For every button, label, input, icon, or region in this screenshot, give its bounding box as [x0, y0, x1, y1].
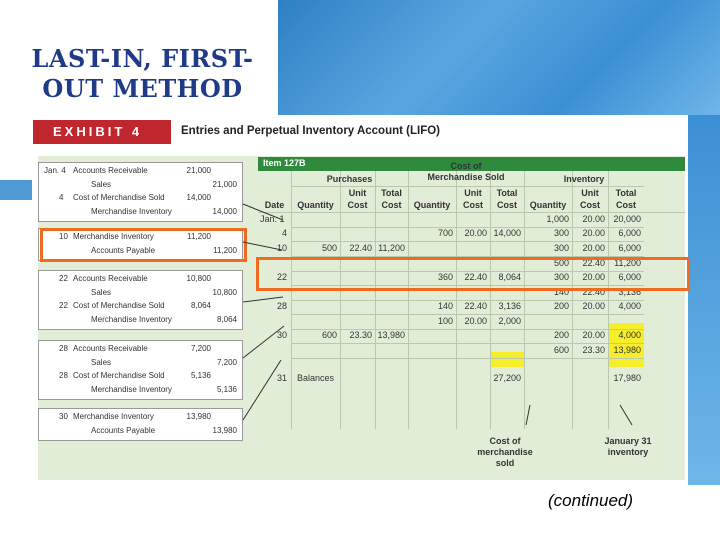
ledger-cell: 14,000 [493, 228, 521, 238]
inventory-callout: January 31 [604, 436, 652, 446]
journal-date: 22 [59, 301, 68, 310]
ledger-cell: 11,200 [378, 243, 405, 253]
cost-sold-header: Merchandise Sold [427, 172, 505, 182]
ledger-cell: Balances [297, 373, 335, 383]
col-quantity-header: Quantity [413, 200, 451, 210]
journal-credit: 10,800 [212, 287, 237, 297]
ledger-cell: 22.40 [464, 301, 487, 311]
ledger-cell: 20.00 [582, 330, 605, 340]
cost-sold-callout: sold [495, 458, 515, 468]
ledger-cell: 20,000 [613, 214, 641, 224]
col-unit-cost-header: Unit [348, 188, 367, 198]
connector-line [243, 297, 283, 302]
journal-debit: 10,800 [186, 274, 211, 283]
ledger-cell: 20.00 [582, 243, 605, 253]
journal-account: Merchandise Inventory [91, 384, 172, 394]
journal-date: 10 [59, 232, 68, 241]
ledger-item-label: Item 127B [263, 158, 306, 168]
journal-date: 28 [59, 371, 68, 380]
journal-credit: 21,000 [212, 179, 237, 189]
ledger-cell: 600 [321, 330, 337, 340]
ledger-cell: 8,064 [498, 272, 521, 282]
ledger-date: 30 [276, 330, 287, 340]
ledger-cell: 4,000 [618, 330, 641, 340]
journal-date: 30 [59, 412, 68, 421]
ledger-cell: 13,980 [377, 330, 405, 340]
col-total-cost-header: Cost [616, 200, 636, 210]
ledger-cell: 20.00 [464, 228, 487, 238]
ledger-cell: 6,000 [618, 228, 641, 238]
journal-account: Sales [91, 287, 112, 297]
ledger-cell: 11,200 [614, 258, 641, 268]
ledger-cell: 23.30 [582, 345, 605, 355]
ledger-cell: 100 [437, 316, 453, 326]
col-unit-cost-header: Cost [580, 200, 600, 210]
ledger-cell: 22.40 [582, 287, 605, 297]
journal-account: Merchandise Inventory [73, 232, 154, 241]
journal-account: Merchandise Inventory [91, 206, 172, 216]
ledger-cell: 20.00 [582, 272, 605, 282]
ledger-cell: 500 [321, 243, 337, 253]
connector-line [243, 204, 283, 220]
connector-line [243, 360, 281, 420]
journal-date: 28 [59, 344, 68, 353]
ledger-cell: 23.30 [349, 330, 372, 340]
col-unit-cost-header: Unit [464, 188, 482, 198]
ledger-cell: 3,136 [618, 287, 641, 297]
col-total-cost-header: Cost [381, 200, 402, 210]
journal-account: Accounts Receivable [73, 166, 148, 175]
journal-account: Accounts Payable [91, 425, 156, 435]
ledger-cell: 22.40 [349, 243, 372, 253]
ledger-cell: 500 [553, 258, 569, 268]
ledger-cell: 200 [553, 330, 569, 340]
journal-credit: 11,200 [213, 245, 237, 255]
ledger-cell: 6,000 [618, 243, 641, 253]
journal-account: Sales [91, 357, 112, 367]
ledger-cell: 2,000 [498, 316, 521, 326]
journal-credit: 8,064 [216, 314, 237, 324]
journal-account: Cost of Merchandise Sold [73, 301, 165, 310]
cost-sold-header: Cost of [450, 161, 482, 171]
ledger-cell: 6,000 [618, 272, 641, 282]
journal-account: Sales [91, 179, 112, 189]
ledger-date: 4 [281, 228, 287, 238]
journal-debit: 14,000 [186, 193, 211, 202]
col-date-header: Date [264, 200, 285, 210]
ledger-cell: 300 [553, 228, 569, 238]
exhibit-label: EXHIBIT 4 [33, 120, 171, 144]
ledger-cell: 20.00 [582, 228, 605, 238]
col-total-cost-header: Total [381, 188, 402, 198]
journal-account: Merchandise Inventory [91, 314, 172, 324]
ledger-date: 10 [276, 243, 287, 253]
ledger-cell: 20.00 [582, 301, 605, 311]
journal-account: Cost of Merchandise Sold [73, 371, 165, 380]
journal-credit: 13,980 [212, 425, 237, 435]
ledger-cell: 27,200 [493, 373, 521, 383]
ledger-cell: 22.40 [582, 258, 605, 268]
journal-account: Cost of Merchandise Sold [73, 193, 165, 202]
ledger-cell: 300 [553, 243, 569, 253]
ledger-cell: 20.00 [464, 316, 487, 326]
journal-credit: 14,000 [212, 206, 237, 216]
page-title-line-2: OUT METHOD [42, 74, 243, 103]
cost-sold-callout: Cost of [489, 436, 521, 446]
cost-sold-callout: merchandise [477, 447, 533, 457]
continued-note: (continued) [548, 491, 634, 510]
purchases-header: Purchases [326, 174, 373, 184]
ledger-cell: 4,000 [618, 301, 641, 311]
ledger-cell: 360 [437, 272, 453, 282]
inventory-header: Inventory [563, 174, 605, 184]
ledger-cell: 1,000 [546, 214, 569, 224]
ledger-cell: 3,136 [498, 301, 521, 311]
ledger-cell: 300 [553, 272, 569, 282]
ledger-cell: 600 [553, 345, 569, 355]
ledger-cell: 20.00 [582, 214, 605, 224]
ledger-cell: 140 [437, 301, 453, 311]
ledger-cell: 700 [437, 228, 453, 238]
col-total-cost-header: Total [615, 188, 637, 198]
journal-account: Accounts Receivable [73, 344, 148, 353]
col-total-cost-header: Total [496, 188, 518, 198]
ledger-date: 22 [276, 272, 287, 282]
journal-date: Jan. 4 [44, 166, 66, 175]
page-title-line-1: LAST-IN, FIRST- [31, 44, 254, 73]
connector-line [526, 405, 530, 425]
ledger-cell: 22.40 [464, 272, 487, 282]
col-quantity-header: Quantity [529, 200, 567, 210]
connector-line [243, 242, 282, 250]
connector-line [620, 405, 632, 425]
ledger-cell: 13,980 [613, 345, 641, 355]
journal-debit: 13,980 [186, 412, 211, 421]
col-unit-cost-header: Cost [463, 200, 483, 210]
journal-debit: 8,064 [190, 301, 211, 310]
connector-line [243, 326, 284, 358]
journal-date: 4 [59, 193, 64, 202]
col-quantity-header: Quantity [297, 200, 334, 210]
journal-debit: 11,200 [187, 232, 211, 241]
journal-debit: 21,000 [186, 166, 211, 175]
journal-credit: 5,136 [216, 384, 237, 394]
exhibit-title: Entries and Perpetual Inventory Account (LIFO) [181, 125, 440, 137]
journal-date: 22 [59, 274, 68, 283]
col-unit-cost-header: Unit [581, 188, 599, 198]
col-unit-cost-header: Cost [347, 200, 368, 210]
journal-credit: 7,200 [216, 357, 237, 367]
ledger-date: Jan. 1 [260, 214, 285, 224]
journal-debit: 7,200 [190, 344, 211, 353]
ledger-date: 28 [276, 301, 287, 311]
ledger-cell: 140 [553, 287, 569, 297]
inventory-callout: inventory [607, 447, 649, 457]
ledger-cell: 200 [553, 301, 569, 311]
journal-account: Accounts Receivable [73, 274, 148, 283]
journal-account: Accounts Payable [91, 245, 156, 255]
col-total-cost-header: Cost [497, 200, 517, 210]
journal-account: Merchandise Inventory [73, 412, 154, 421]
ledger-cell: 17,980 [613, 373, 641, 383]
journal-debit: 5,136 [190, 371, 211, 380]
ledger-date: 31 [276, 373, 287, 383]
